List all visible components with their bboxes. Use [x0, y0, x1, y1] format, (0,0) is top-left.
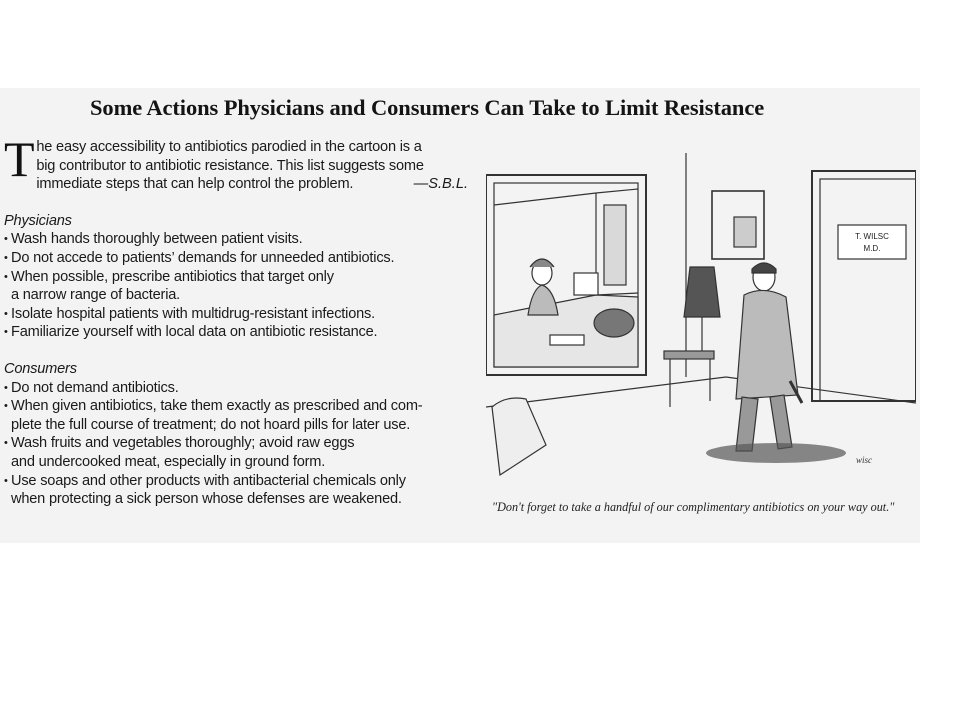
list-item-text: when protecting a sick person whose defenses are weakened.: [11, 491, 402, 508]
doctor-door: [812, 171, 916, 401]
text-column: [4, 131, 482, 509]
list-item-text: • Wash hands thoroughly between patient visits.: [11, 231, 303, 248]
list-item-text: • Use soaps and other products with antibacterial chemicals only: [11, 472, 406, 489]
physicians-list: [4, 230, 482, 342]
list-item-text: • Do not accede to patients’ demands for unneeded antibiotics.: [11, 249, 395, 266]
list-item-text: • Familiarize yourself with local data on antibiotic resistance.: [11, 324, 378, 341]
list-item: [4, 305, 482, 324]
list-item-text: • When possible, prescribe antibiotics that target only: [11, 268, 334, 285]
intro-line: immediate steps that can help control the problem.: [36, 176, 354, 193]
list-item-text: plete the full course of treatment; do not hoard pills for later use.: [11, 416, 411, 433]
author-signature: —S.B.L.: [413, 176, 468, 192]
cartoon-illustration: [486, 145, 916, 480]
list-item: [4, 434, 482, 471]
lamp-and-table: [664, 267, 720, 407]
intro-line: big contributor to antibiotic resistance. This list suggests some: [36, 157, 424, 174]
list-item-text: and undercooked meat, especially in ground form.: [11, 453, 326, 470]
list-item-text: • Wash fruits and vegetables thoroughly; avoid raw eggs: [11, 435, 355, 452]
page-title: Some Actions Physicians and Consumers Can Take to Limit Resistance: [90, 95, 765, 120]
list-item: [4, 230, 482, 249]
patient-figure: [706, 263, 846, 463]
door-sign-line: M.D.: [863, 244, 881, 253]
intro-line: he easy accessibility to antibiotics parodied in the cartoon is a: [36, 139, 422, 155]
list-item: [4, 249, 482, 268]
dropcap: T: [4, 131, 35, 187]
list-item-text: • Do not demand antibiotics.: [11, 379, 179, 396]
list-item: [4, 268, 482, 305]
physicians-heading: Physicians: [4, 212, 72, 229]
list-item: [4, 379, 482, 398]
wall-picture: [712, 191, 764, 259]
list-item: [4, 472, 482, 509]
cartoon-caption: "Don't forget to take a handful of our complimentary antibiotics on your way out.": [492, 500, 895, 514]
chair: [492, 398, 546, 475]
intro-paragraph: [4, 131, 482, 194]
list-item: [4, 397, 482, 434]
consumers-list: [4, 379, 482, 509]
list-item-text: • When given antibiotics, take them exactly as prescribed and com-: [11, 398, 423, 415]
door-sign-line: T. WILSC: [855, 232, 889, 241]
artist-signature: wisc: [856, 455, 873, 465]
list-item-text: a narrow range of bacteria.: [11, 287, 181, 304]
list-item-text: • Isolate hospital patients with multidrug-resistant infections.: [11, 305, 375, 322]
consumers-heading: Consumers: [4, 360, 77, 377]
list-item: [4, 323, 482, 342]
